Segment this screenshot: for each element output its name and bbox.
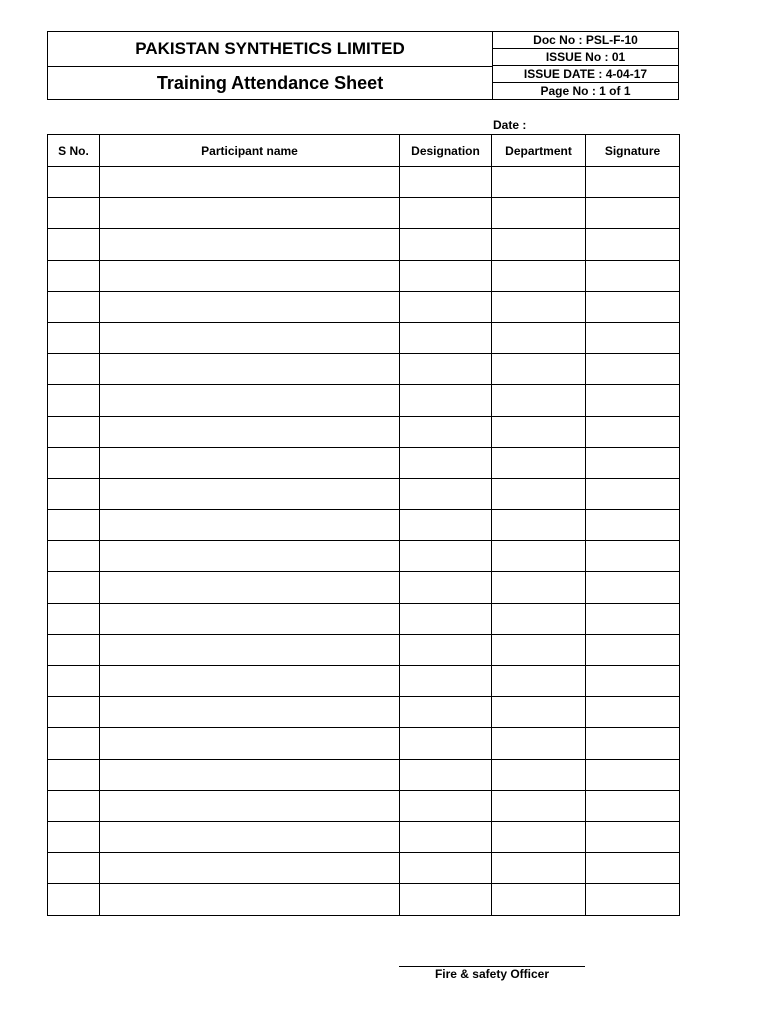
s-no-cell [48, 385, 100, 416]
department-cell [492, 385, 586, 416]
column-header-department: Department [492, 135, 586, 167]
department-cell [492, 322, 586, 353]
s-no-cell [48, 666, 100, 697]
participant-name-cell [100, 385, 400, 416]
s-no-cell [48, 697, 100, 728]
participant-name-cell [100, 510, 400, 541]
table-row [48, 260, 680, 291]
department-cell [492, 572, 586, 603]
signature-cell [586, 354, 680, 385]
table-row [48, 572, 680, 603]
s-no-cell [48, 354, 100, 385]
participant-name-cell [100, 759, 400, 790]
participant-name-cell [100, 447, 400, 478]
designation-cell [400, 572, 492, 603]
participant-name-cell [100, 666, 400, 697]
signature-cell [586, 572, 680, 603]
table-row [48, 603, 680, 634]
designation-cell [400, 322, 492, 353]
designation-cell [400, 541, 492, 572]
designation-cell [400, 260, 492, 291]
participant-name-cell [100, 354, 400, 385]
signature-cell [586, 603, 680, 634]
participant-name-cell [100, 603, 400, 634]
s-no-cell [48, 478, 100, 509]
s-no-cell [48, 291, 100, 322]
issue-number: ISSUE No : 01 [493, 49, 678, 66]
participant-name-cell [100, 884, 400, 915]
s-no-cell [48, 790, 100, 821]
s-no-cell [48, 572, 100, 603]
department-cell [492, 229, 586, 260]
designation-cell [400, 229, 492, 260]
designation-cell [400, 634, 492, 665]
s-no-cell [48, 260, 100, 291]
designation-cell [400, 385, 492, 416]
s-no-cell [48, 198, 100, 229]
participant-name-cell [100, 853, 400, 884]
document-header [47, 31, 679, 100]
participant-name-cell [100, 541, 400, 572]
table-row [48, 821, 680, 852]
designation-cell [400, 853, 492, 884]
designation-cell [400, 697, 492, 728]
issue-date: ISSUE DATE : 4-04-17 [493, 66, 678, 83]
table-row [48, 167, 680, 198]
company-name: PAKISTAN SYNTHETICS LIMITED [48, 32, 492, 67]
table-row [48, 728, 680, 759]
signature-cell [586, 697, 680, 728]
signature-cell [586, 385, 680, 416]
document-control-block [493, 32, 678, 99]
s-no-cell [48, 603, 100, 634]
table-row [48, 385, 680, 416]
designation-cell [400, 821, 492, 852]
table-row [48, 447, 680, 478]
department-cell [492, 291, 586, 322]
designation-cell [400, 447, 492, 478]
department-cell [492, 354, 586, 385]
department-cell [492, 198, 586, 229]
table-row [48, 697, 680, 728]
table-row [48, 354, 680, 385]
signature-cell [586, 541, 680, 572]
doc-number: Doc No : PSL-F-10 [493, 32, 678, 49]
date-label: Date : [493, 118, 527, 132]
participant-name-cell [100, 728, 400, 759]
participant-name-cell [100, 572, 400, 603]
participant-name-cell [100, 821, 400, 852]
signature-cell [586, 790, 680, 821]
table-row [48, 541, 680, 572]
designation-cell [400, 603, 492, 634]
department-cell [492, 447, 586, 478]
s-no-cell [48, 167, 100, 198]
participant-name-cell [100, 167, 400, 198]
designation-cell [400, 666, 492, 697]
table-row [48, 322, 680, 353]
table-row [48, 478, 680, 509]
s-no-cell [48, 510, 100, 541]
s-no-cell [48, 416, 100, 447]
designation-cell [400, 291, 492, 322]
signature-cell [586, 884, 680, 915]
column-header-participant-name: Participant name [100, 135, 400, 167]
designation-cell [400, 478, 492, 509]
signature-cell [586, 821, 680, 852]
signature-cell [586, 478, 680, 509]
table-header-row [48, 135, 680, 167]
table-row [48, 291, 680, 322]
signature-cell [586, 416, 680, 447]
participant-name-cell [100, 790, 400, 821]
signatory-title: Fire & safety Officer [434, 967, 550, 981]
table-row [48, 416, 680, 447]
designation-cell [400, 510, 492, 541]
department-cell [492, 759, 586, 790]
participant-name-cell [100, 229, 400, 260]
s-no-cell [48, 728, 100, 759]
department-cell [492, 821, 586, 852]
designation-cell [400, 198, 492, 229]
designation-cell [400, 884, 492, 915]
signature-cell [586, 666, 680, 697]
department-cell [492, 167, 586, 198]
department-cell [492, 884, 586, 915]
designation-cell [400, 354, 492, 385]
table-row [48, 229, 680, 260]
s-no-cell [48, 853, 100, 884]
s-no-cell [48, 759, 100, 790]
department-cell [492, 728, 586, 759]
department-cell [492, 666, 586, 697]
s-no-cell [48, 884, 100, 915]
department-cell [492, 260, 586, 291]
participant-name-cell [100, 478, 400, 509]
column-header-s-no: S No. [48, 135, 100, 167]
table-row [48, 198, 680, 229]
signature-cell [586, 167, 680, 198]
table-row [48, 666, 680, 697]
participant-name-cell [100, 198, 400, 229]
designation-cell [400, 416, 492, 447]
department-cell [492, 634, 586, 665]
participant-name-cell [100, 291, 400, 322]
department-cell [492, 697, 586, 728]
department-cell [492, 510, 586, 541]
column-header-designation: Designation [400, 135, 492, 167]
designation-cell [400, 759, 492, 790]
signature-cell [586, 634, 680, 665]
designation-cell [400, 790, 492, 821]
s-no-cell [48, 447, 100, 478]
table-row [48, 759, 680, 790]
table-row [48, 790, 680, 821]
signature-cell [586, 229, 680, 260]
column-header-signature: Signature [586, 135, 680, 167]
department-cell [492, 790, 586, 821]
s-no-cell [48, 541, 100, 572]
s-no-cell [48, 229, 100, 260]
signature-cell [586, 322, 680, 353]
table-row [48, 634, 680, 665]
signature-cell [586, 291, 680, 322]
table-row [48, 853, 680, 884]
s-no-cell [48, 634, 100, 665]
department-cell [492, 603, 586, 634]
participant-name-cell [100, 634, 400, 665]
department-cell [492, 416, 586, 447]
page-number: Page No : 1 of 1 [540, 84, 631, 98]
table-row [48, 510, 680, 541]
sheet-title: Training Attendance Sheet [156, 72, 384, 93]
signature-cell [586, 510, 680, 541]
department-cell [492, 541, 586, 572]
participant-name-cell [100, 697, 400, 728]
designation-cell [400, 167, 492, 198]
participant-name-cell [100, 260, 400, 291]
table-row [48, 884, 680, 915]
signature-cell [586, 447, 680, 478]
signature-cell [586, 728, 680, 759]
designation-cell [400, 728, 492, 759]
signature-cell [586, 260, 680, 291]
department-cell [492, 478, 586, 509]
s-no-cell [48, 322, 100, 353]
signature-cell [586, 853, 680, 884]
signature-cell [586, 759, 680, 790]
participant-name-cell [100, 416, 400, 447]
participant-name-cell [100, 322, 400, 353]
signature-cell [586, 198, 680, 229]
attendance-table [47, 134, 680, 916]
department-cell [492, 853, 586, 884]
header-title-block [48, 32, 493, 99]
s-no-cell [48, 821, 100, 852]
